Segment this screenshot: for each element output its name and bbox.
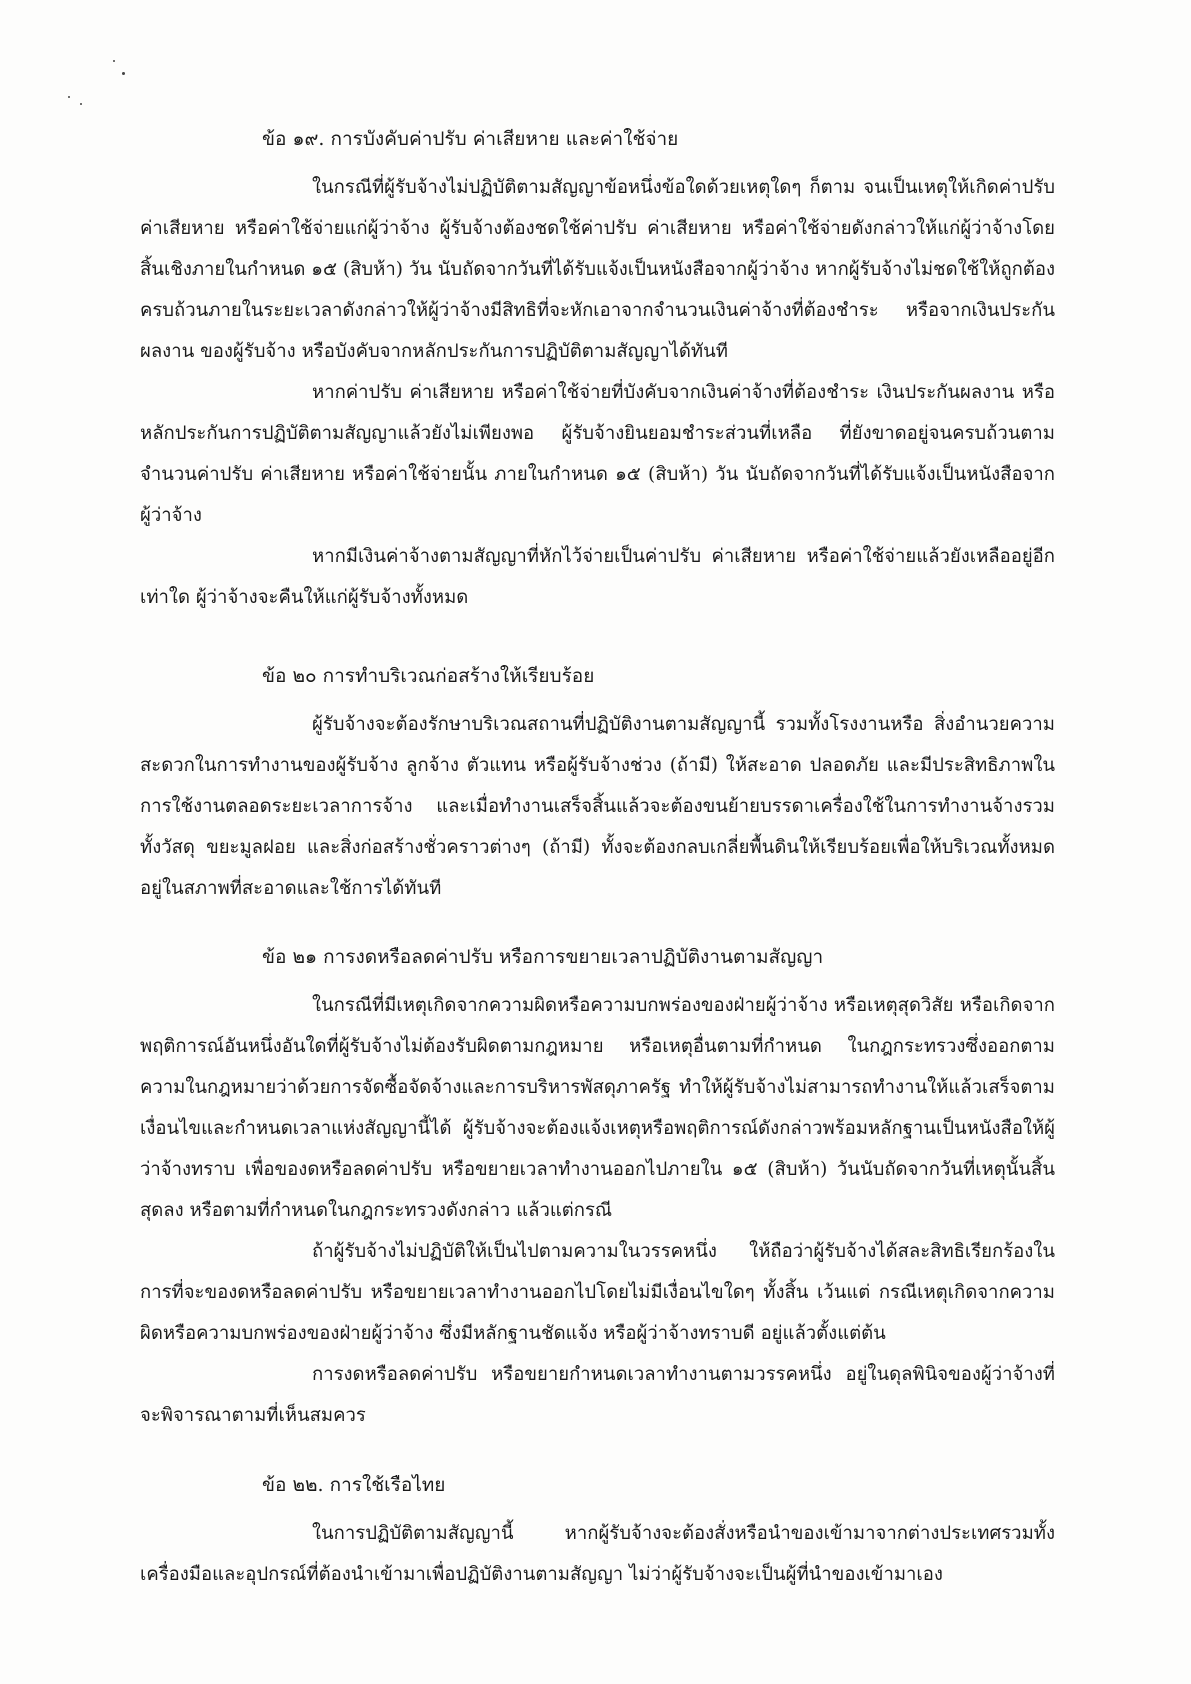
clause-19-paragraph-3: หากมีเงินค่าจ้างตามสัญญาที่หักไว้จ่ายเป็นค่าปรับ ค่าเสียหาย หรือค่าใช้จ่ายแล้วยังเหลืออยู่อีกเท่าใด ผู้ว่าจ้างจะคืนให้แก่ผู้รับจ้างทั้งหมด (140, 546, 1055, 608)
clause-22-paragraph-1: ในการปฏิบัติตามสัญญานี้ หากผู้รับจ้างจะต้องสั่งหรือนำของเข้ามาจากต่างประเทศรวมทั้งเครื่องมือและอุปกรณ์ที่ต้องนำเข้ามาเพื่อปฏิบัติงานตามสัญญา ไม่ว่าผู้รับจ้างจะเป็นผู้ที่นำของเข้ามาเอง (140, 1523, 1055, 1585)
clause-22-heading: ข้อ ๒๒. การใช้เรือไทย (262, 1474, 446, 1496)
clause-21-paragraph-2: ถ้าผู้รับจ้างไม่ปฏิบัติให้เป็นไปตามความในวรรคหนึ่ง ให้ถือว่าผู้รับจ้างได้สละสิทธิเรียกร้องในการที่จะของดหรือลดค่าปรับ หรือขยายเวลาทำงานออกไปโดยไม่มีเงื่อนไขใดๆ ทั้งสิ้น เว้นแต่ กรณีเหตุเกิดจากความผิดหรือความบกพร่องของฝ่ายผู้ว่าจ้าง ซึ่งมีหลักฐานชัดแจ้ง หรือผู้ว่าจ้างทราบดี อยู่แล้วตั้งแต่ต้น (140, 1241, 1055, 1344)
clause-20-paragraph-1: ผู้รับจ้างจะต้องรักษาบริเวณสถานที่ปฏิบัติงานตามสัญญานี้ รวมทั้งโรงงานหรือ สิ่งอำนวยความสะดวกในการทำงานของผู้รับจ้าง ลูกจ้าง ตัวแทน หรือผู้รับจ้างช่วง (ถ้ามี) ให้สะอาด ปลอดภัย และมีประสิทธิภาพในการใช้งานตลอดระยะเวลาการจ้าง และเมื่อทำงานเสร็จสิ้นแล้วจะต้องขนย้ายบรรดาเครื่องใช้ในการทำงานจ้างรวมทั้งวัสดุ ขยะมูลฝอย และสิ่งก่อสร้างชั่วคราวต่างๆ (ถ้ามี) ทั้งจะต้องกลบเกลี่ยพื้นดินให้เรียบร้อยเพื่อให้บริเวณทั้งหมดอยู่ในสภาพที่สะอาดและใช้การได้ทันที (140, 714, 1055, 899)
scan-speck (113, 60, 115, 62)
clause-19-heading: ข้อ ๑๙. การบังคับค่าปรับ ค่าเสียหาย และค่าใช้จ่าย (262, 128, 679, 150)
clause-22 (140, 1473, 1055, 1595)
clause-19-paragraph-1: ในกรณีที่ผู้รับจ้างไม่ปฏิบัติตามสัญญาข้อหนึ่งข้อใดด้วยเหตุใดๆ ก็ตาม จนเป็นเหตุให้เกิดค่าปรับ ค่าเสียหาย หรือค่าใช้จ่ายแก่ผู้ว่าจ้าง ผู้รับจ้างต้องชดใช้ค่าปรับ ค่าเสียหาย หรือค่าใช้จ่ายดังกล่าวให้แก่ผู้ว่าจ้างโดยสิ้นเชิงภายในกำหนด ๑๕ (สิบห้า) วัน นับถัดจากวันที่ได้รับแจ้งเป็นหนังสือจากผู้ว่าจ้าง หากผู้รับจ้างไม่ชดใช้ให้ถูกต้องครบถ้วนภายในระยะเวลาดังกล่าวให้ผู้ว่าจ้างมีสิทธิที่จะหักเอาจากจำนวนเงินค่าจ้างที่ต้องชำระ หรือจากเงินประกันผลงาน ของผู้รับจ้าง หรือบังคับจากหลักประกันการปฏิบัติตามสัญญาได้ทันที (140, 177, 1056, 362)
clause-21-paragraph-1: ในกรณีที่มีเหตุเกิดจากความผิดหรือความบกพร่องของฝ่ายผู้ว่าจ้าง หรือเหตุสุดวิสัย หรือเกิดจากพฤติการณ์อันหนึ่งอันใดที่ผู้รับจ้างไม่ต้องรับผิดตามกฎหมาย หรือเหตุอื่นตามที่กำหนด ในกฎกระทรวงซึ่งออกตามความในกฎหมายว่าด้วยการจัดซื้อจัดจ้างและการบริหารพัสดุภาครัฐ ทำให้ผู้รับจ้างไม่สามารถทำงานให้แล้วเสร็จตามเงื่อนไขและกำหนดเวลาแห่งสัญญานี้ได้ ผู้รับจ้างจะต้องแจ้งเหตุหรือพฤติการณ์ดังกล่าวพร้อมหลักฐานเป็นหนังสือให้ผู้ว่าจ้างทราบ เพื่อของดหรือลดค่าปรับ หรือขยายเวลาทำงานออกไปภายใน ๑๕ (สิบห้า) วันนับถัดจากวันที่เหตุนั้นสิ้นสุดลง หรือตามที่กำหนดในกฎกระทรวงดังกล่าว แล้วแต่กรณี (140, 995, 1055, 1221)
scan-speck (80, 103, 82, 105)
clause-21-heading: ข้อ ๒๑ การงดหรือลดค่าปรับ หรือการขยายเวลาปฏิบัติงานตามสัญญา (262, 946, 824, 968)
scan-speck (122, 72, 125, 75)
clause-20-heading: ข้อ ๒๐ การทำบริเวณก่อสร้างให้เรียบร้อย (262, 665, 595, 687)
clause-20 (140, 664, 1055, 909)
clause-19 (140, 127, 1055, 618)
clause-19-paragraph-2: หากค่าปรับ ค่าเสียหาย หรือค่าใช้จ่ายที่บังคับจากเงินค่าจ้างที่ต้องชำระ เงินประกันผลงาน หรือหลักประกันการปฏิบัติตามสัญญาแล้วยังไม่เพียงพอ ผู้รับจ้างยินยอมชำระส่วนที่เหลือ ที่ยังขาดอยู่จนครบถ้วนตามจำนวนค่าปรับ ค่าเสียหาย หรือค่าใช้จ่ายนั้น ภายในกำหนด ๑๕ (สิบห้า) วัน นับถัดจากวันที่ได้รับแจ้งเป็นหนังสือจากผู้ว่าจ้าง (140, 382, 1055, 526)
scan-speck (68, 96, 70, 98)
clause-21 (140, 945, 1055, 1436)
clause-21-paragraph-3: การงดหรือลดค่าปรับ หรือขยายกำหนดเวลาทำงานตามวรรคหนึ่ง อยู่ในดุลพินิจของผู้ว่าจ้างที่จะพิจารณาตามที่เห็นสมควร (140, 1364, 1055, 1426)
